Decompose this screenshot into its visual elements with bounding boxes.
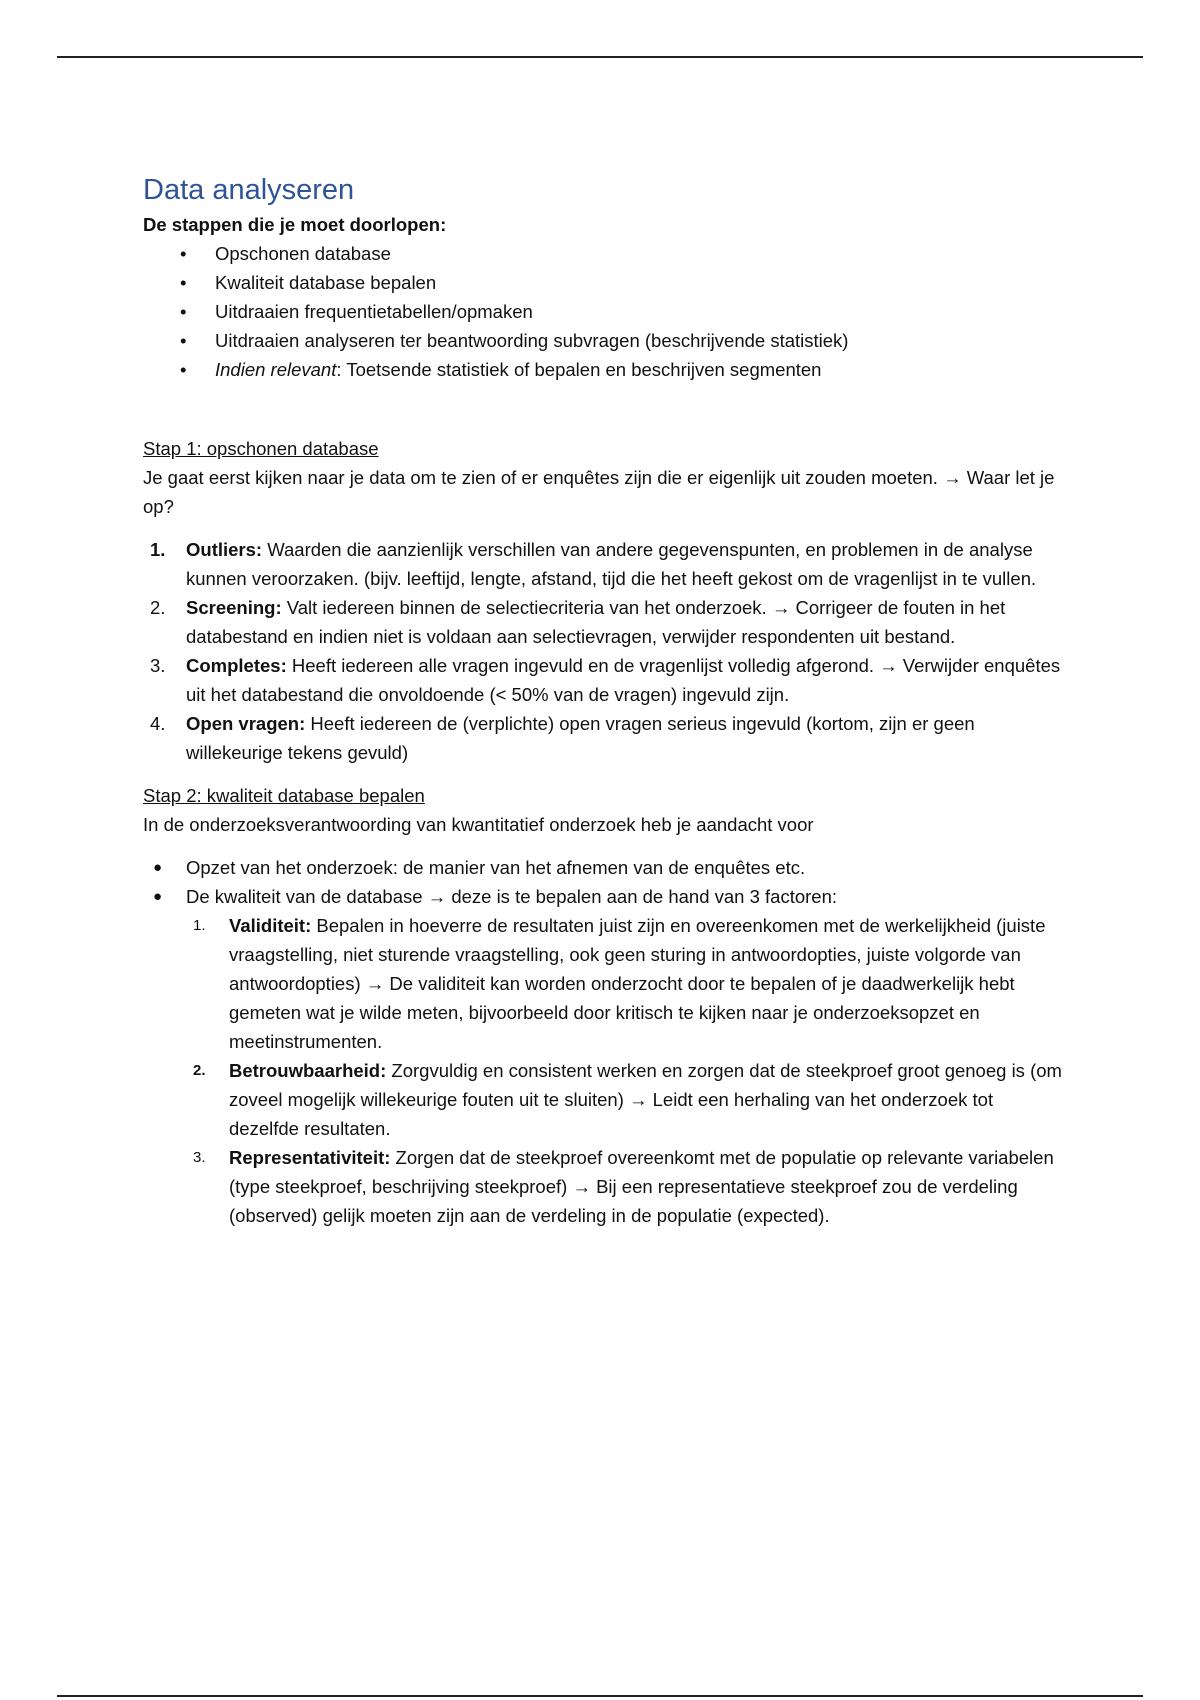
list-item: • Kwaliteit database bepalen	[143, 268, 1068, 297]
list-item: 2. Screening: Valt iedereen binnen de selectiecriteria van het onderzoek. → Corrigeer de fouten in het databestand en indien niet is voldaan aan selectievragen, verwijder respondenten uit bestand.	[150, 597, 1006, 647]
bullet-icon: •	[180, 243, 187, 264]
steps-intro: De stappen die je moet doorlopen:	[143, 214, 447, 235]
list-item: 1. Outliers: Waarden die aanzienlijk verschillen van andere gegevenspunten, en problemen in de analyse kunnen veroorzaken. (bijv. leeftijd, lengte, afstand, tijd die het heeft gekost om de vragenlijst in te vullen.	[150, 539, 1037, 589]
bullet-icon: •	[180, 301, 187, 322]
stap1-heading: Stap 1: opschonen database	[143, 438, 379, 459]
list-item: 4. Open vragen: Heeft iedereen de (verplichte) open vragen serieus ingevuld (kortom, zijn er geen willekeurige tekens gevuld)	[150, 713, 975, 763]
bullet-icon: •	[180, 359, 187, 380]
header-rule	[57, 56, 1143, 58]
list-item: 3. Completes: Heeft iedereen alle vragen ingevuld en de vragenlijst volledig afgerond. → Verwijder enquêtes uit het databestand die onvoldoende (< 50% van de vragen) ingevuld zijn.	[150, 655, 1061, 705]
stap2-intro: In de onderzoeksverantwoording van kwantitatief onderzoek heb je aandacht voor	[143, 814, 814, 835]
list-item: • Uitdraaien frequentietabellen/opmaken	[143, 297, 1068, 326]
list-item: 1. Validiteit: Bepalen in hoeverre de resultaten juist zijn en overeenkomen met de werkelijkheid (juiste vraagstelling, niet sturende vraagstelling, ook geen sturing in antwoordopties, juiste volgorde van antwoordopties) → De validiteit kan worden onderzocht door te bepalen of je daadwerkelijk hebt gemeten wat je wilde meten, bijvoorbeeld door kritisch te kijken naar je onderzoeksopzet en meetinstrumenten.	[193, 915, 1046, 1052]
steps-list	[143, 239, 1068, 384]
bullet-icon: ●	[153, 888, 163, 905]
footer-rule	[57, 1695, 1143, 1697]
bullet-icon: •	[180, 330, 187, 351]
list-item: ● De kwaliteit van de database → deze is te bepalen aan de hand van 3 factoren: 1. Validiteit: Bepalen in hoeverre de resultaten juist zijn en overeenkomen met de werkelijkheid (juiste vraagstelling, niet sturende vraagstelling, ook geen sturing in antwoordopties, juiste volgorde van antwoordopties) → De validiteit kan worden onderzocht door te bepalen of je daadwerkelijk hebt gemeten wat je wilde meten, bijvoorbeeld door kritisch te kijken naar je onderzoeksopzet en meetinstrumenten. 2. Betrouwbaarheid: Zorgvuldig en consistent werken en zorgen dat de steekproef groot genoeg is (om zoveel mogelijk willekeurige fouten uit te sluiten) → Leidt een herhaling van het onderzoek tot dezelfde resultaten. 3. Representativiteit: Zorgen dat de steekproef overeenkomt met de populatie op relevante variabelen (type steekproef, beschrijving steekproef) → Bij een representatieve steekproef zou de verdeling (observed) gelijk moeten zijn aan de verdeling in de populatie (expected).	[143, 882, 1068, 1230]
list-item: ● Opzet van het onderzoek: de manier van het afnemen van de enquêtes etc.	[143, 853, 1068, 882]
stap1-list	[143, 535, 1068, 767]
bullet-icon: •	[180, 272, 187, 293]
quality-factors-list	[186, 911, 1068, 1230]
list-item: • Uitdraaien analyseren ter beantwoording subvragen (beschrijvende statistiek)	[143, 326, 1068, 355]
list-item: • Indien relevant: Toetsende statistiek of bepalen en beschrijven segmenten	[143, 355, 1068, 384]
list-item: 3. Representativiteit: Zorgen dat de steekproef overeenkomt met de populatie op relevante variabelen (type steekproef, beschrijving steekproef) → Bij een representatieve steekproef zou de verdeling (observed) gelijk moeten zijn aan de verdeling in de populatie (expected).	[193, 1147, 1054, 1226]
stap2-heading: Stap 2: kwaliteit database bepalen	[143, 785, 425, 806]
stap2-list	[143, 853, 1068, 1230]
document-body	[143, 170, 1068, 1230]
bullet-icon: ●	[153, 859, 163, 876]
list-item: • Opschonen database	[143, 239, 1068, 268]
stap1-intro: Je gaat eerst kijken naar je data om te zien of er enquêtes zijn die er eigenlijk uit zouden moeten. → Waar let je op?	[143, 467, 1055, 517]
list-item: 2. Betrouwbaarheid: Zorgvuldig en consistent werken en zorgen dat de steekproef groot genoeg is (om zoveel mogelijk willekeurige fouten uit te sluiten) → Leidt een herhaling van het onderzoek tot dezelfde resultaten.	[193, 1060, 1062, 1139]
page-title: Data analyseren	[143, 174, 355, 206]
